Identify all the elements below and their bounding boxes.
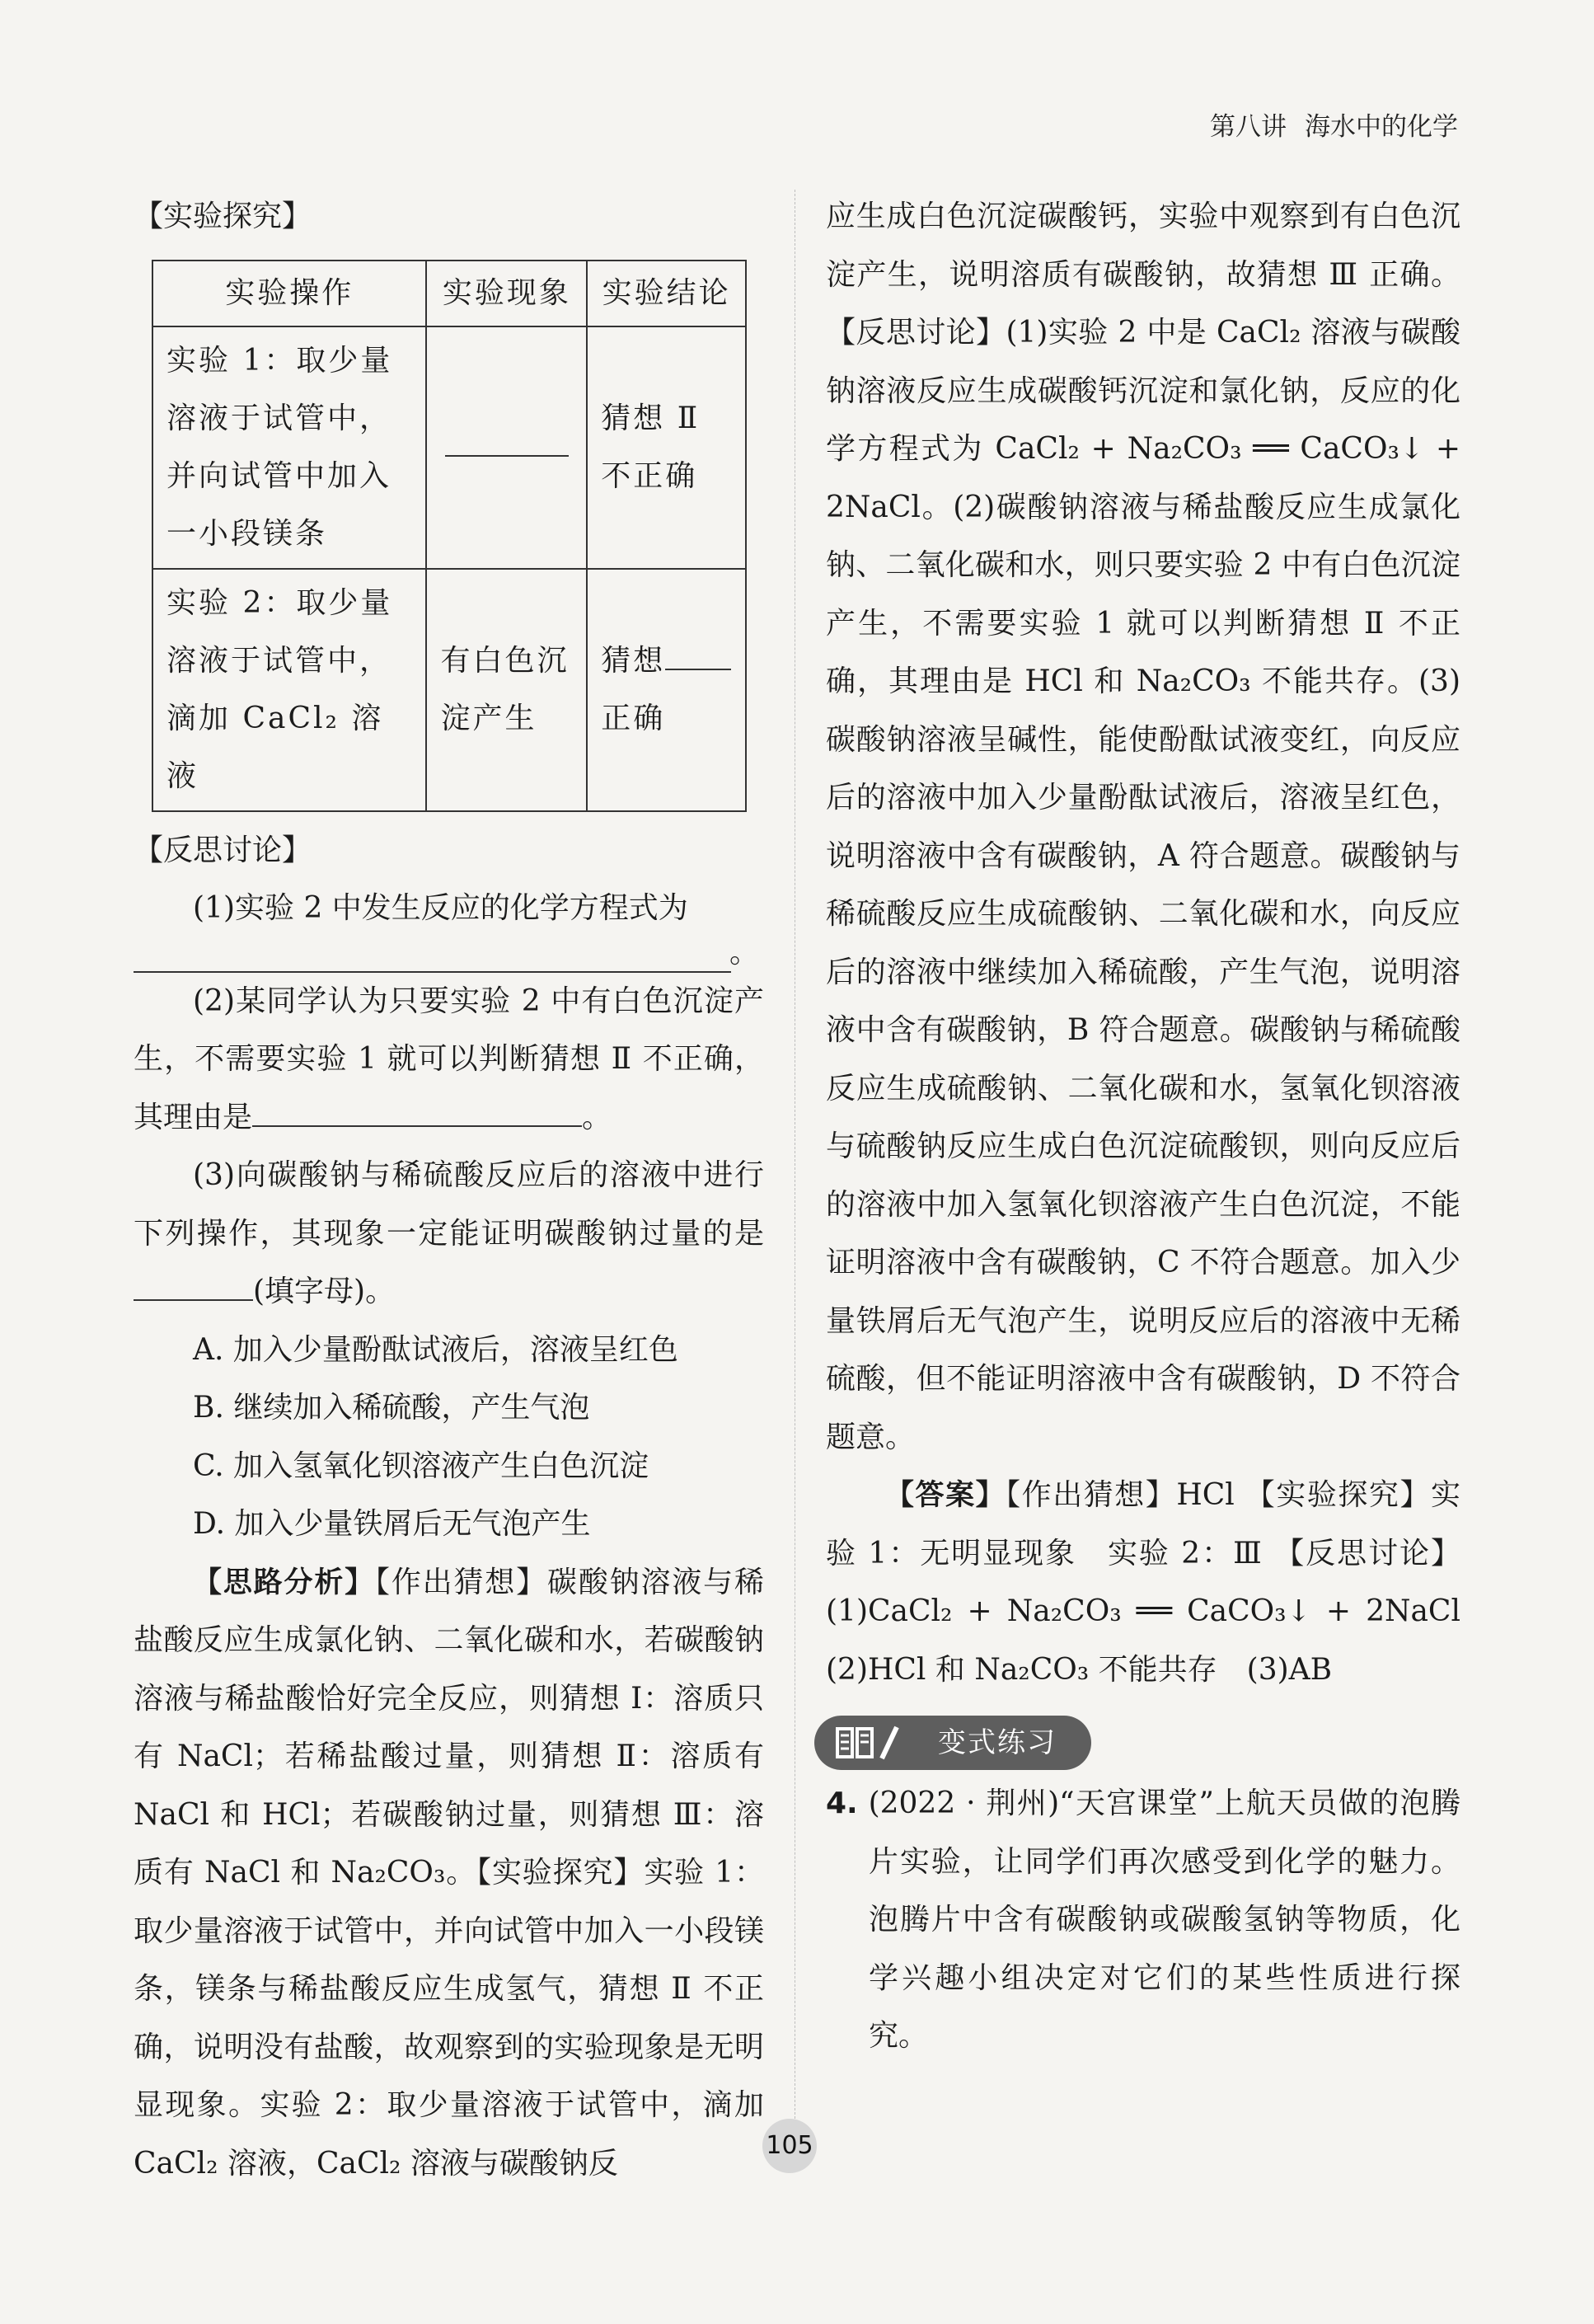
experiment-section-title: 【实验探究】 bbox=[134, 200, 312, 233]
lecture-label: 第八讲 bbox=[1210, 112, 1287, 142]
table-cell-phenomenon: 有白色沉淀产生 bbox=[426, 569, 587, 811]
answer-blank[interactable]: 。 bbox=[134, 938, 731, 973]
right-column bbox=[826, 188, 1491, 2066]
question-4 bbox=[826, 1775, 1460, 2066]
table-row bbox=[152, 569, 746, 811]
answer-paragraph bbox=[826, 1467, 1491, 1699]
answer-blank[interactable] bbox=[252, 1092, 582, 1127]
question-4-text: (2022 · 荆州)“天宫课堂”上航天员做的泡腾片实验，让同学们再次感受到化学的魅力。泡腾片中含有碳酸钠或碳酸氢钠等物质，化学兴趣小组决定对它们的某些性质进行探究。 bbox=[868, 1786, 1460, 2053]
table-header-cell: 实验操作 bbox=[152, 261, 426, 326]
question-number: 4. bbox=[826, 1786, 858, 1820]
answer-blank[interactable] bbox=[134, 1266, 253, 1301]
page-number: 105 bbox=[762, 2119, 817, 2173]
answer-blank[interactable] bbox=[445, 422, 569, 457]
option-b: B. 继续加入稀硫酸，产生气泡 bbox=[193, 1391, 590, 1425]
table-cell-phenomenon-blank[interactable] bbox=[426, 326, 587, 569]
reflection-title: 【反思讨论】 bbox=[134, 833, 312, 867]
chapter-title: 海水中的化学 bbox=[1305, 112, 1458, 142]
table-header-row bbox=[152, 261, 746, 326]
analysis-text: 【作出猜想】碳酸钠溶液与稀盐酸反应生成氯化钠、二氧化碳和水，若碳酸钠溶液与稀盐酸恰好完全反应，则猜想 Ⅰ：溶质只有 NaCl；若稀盐酸过量，则猜想 Ⅱ：溶质有 NaCl 和 HCl；若碳酸钠过量，则猜想 Ⅲ：溶质有 NaCl 和 Na₂CO₃。【实验探究】实验 1：取少量溶液于试管中，并向试管中加入一小段镁条，镁条与稀盐酸反应生成氢气，猜想 Ⅱ 不正确，说明没有盐酸，故观察到的实验现象是无明显现象。实验 2：取少量溶液于试管中，滴加 CaCl₂ 溶液，CaCl₂ 溶液与碳酸钠反 bbox=[134, 1565, 764, 2181]
table-cell-conclusion: 猜想 Ⅱ 不正确 bbox=[587, 326, 746, 569]
option-d: D. 加入少量铁屑后无气泡产生 bbox=[193, 1507, 591, 1541]
table-row bbox=[152, 326, 746, 569]
table-cell-operation: 实验 1：取少量溶液于试管中，并向试管中加入一小段镁条 bbox=[152, 326, 426, 569]
question-3: (3)向碳酸钠与稀硫酸反应后的溶液中进行下列操作，其现象一定能证明碳酸钠过量的是(填字母)。 bbox=[134, 1158, 764, 1308]
badge-label: 变式练习 bbox=[921, 1716, 1091, 1770]
question-2: (2)某同学认为只要实验 2 中有白色沉淀产生，不需要实验 1 就可以判断猜想 Ⅱ 不正确，其理由是 。 bbox=[134, 984, 764, 1134]
table-cell-conclusion bbox=[587, 569, 746, 811]
experiment-table bbox=[152, 260, 747, 812]
table-cell-operation: 实验 2：取少量溶液于试管中，滴加 CaCl₂ 溶液 bbox=[152, 569, 426, 811]
analysis-continued: 应生成白色沉淀碳酸钙，实验中观察到有白色沉淀产生，说明溶质有碳酸钠，故猜想 Ⅲ 正确。【反思讨论】(1)实验 2 中是 CaCl₂ 溶液与碳酸钠溶液反应生成碳酸钙沉淀和氯化钠，反应的化学方程式为 CaCl₂ + Na₂CO₃ ══ CaCO₃↓ + 2NaCl。(2)碳酸钠溶液与稀盐酸反应生成氯化钠、二氧化碳和水，则只要实验 2 中有白色沉淀产生，不需要实验 1 就可以判断猜想 Ⅱ 不正确，其理由是 HCl 和 Na₂CO₃ 不能共存。(3)碳酸钠溶液呈碱性，能使酚酞试液变红，向反应后的溶液中加入少量酚酞试液后，溶液呈红色，说明溶液中含有碳酸钠，A 符合题意。碳酸钠与稀硫酸反应生成硫酸钠、二氧化碳和水，向反应后的溶液中继续加入稀硫酸，产生气泡，说明溶液中含有碳酸钠，B 符合题意。碳酸钠与稀硫酸反应生成硫酸钠、二氧化碳和水，氢氧化钡溶液与硫酸钠反应生成白色沉淀硫酸钡，则向反应后的溶液中加入氢氧化钡溶液产生白色沉淀，不能证明溶液中含有碳酸钠，C 不符合题意。加入少量铁屑后无气泡产生，说明反应后的溶液中无稀硫酸，但不能证明溶液中含有碳酸钠，D 不符合题意。 bbox=[826, 200, 1460, 1454]
notebook-pencil-icon bbox=[814, 1716, 921, 1770]
answer-label: 【答案】 bbox=[885, 1479, 1006, 1512]
table-header-cell: 实验现象 bbox=[426, 261, 587, 326]
left-column bbox=[134, 188, 764, 2193]
option-c: C. 加入氢氧化钡溶液产生白色沉淀 bbox=[193, 1448, 649, 1483]
analysis-label: 【思路分析】 bbox=[193, 1566, 375, 1599]
variant-practice-badge bbox=[814, 1712, 1091, 1770]
analysis-paragraph bbox=[134, 1554, 764, 2194]
conclusion-text: 猜想 bbox=[601, 643, 666, 678]
conclusion-text: 正确 bbox=[601, 701, 666, 735]
question-1: (1)实验 2 中发生反应的化学方程式为 bbox=[193, 891, 688, 925]
answer-blank[interactable] bbox=[665, 636, 731, 670]
table-header-cell: 实验结论 bbox=[587, 261, 746, 326]
running-header bbox=[1192, 106, 1458, 143]
answer-text: 【作出猜想】HCl 【实验探究】实验 1：无明显现象 实验 2：Ⅲ 【反思讨论】(1)CaCl₂ + Na₂CO₃ ══ CaCO₃↓ + 2NaCl (2)HCl 和 Na₂CO₃ 不能共存 (3)AB bbox=[826, 1478, 1491, 1687]
option-a: A. 加入少量酚酞试液后，溶液呈红色 bbox=[193, 1332, 678, 1367]
